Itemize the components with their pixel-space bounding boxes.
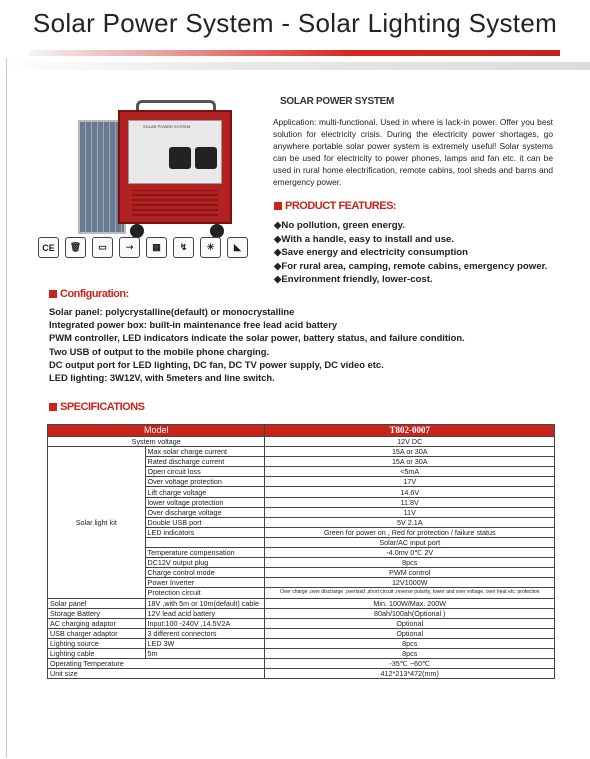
spec-value: -4.0mv 0℃ 2V: [265, 548, 555, 558]
shoe-icon: ◣: [227, 237, 248, 258]
spec-value: Solar/AC input port: [265, 537, 555, 547]
spec-value: 8pcs: [265, 638, 555, 648]
size-label: Unit size: [48, 669, 265, 679]
spec-name: Temperature compensation: [145, 548, 265, 558]
table-row: [48, 669, 555, 679]
grey-divider: [0, 62, 590, 70]
features-heading: [274, 200, 396, 212]
spec-value: 12V1000W: [265, 578, 555, 588]
spec-category: Solar panel: [48, 598, 146, 608]
system-heading: SOLAR POWER SYSTEM: [280, 96, 395, 107]
spec-name: Open circuit loss: [145, 467, 265, 477]
spec-detail: Input:100 -240V ,14.5V2A: [145, 618, 265, 628]
power-box-face: [128, 120, 222, 184]
table-row: [48, 447, 555, 457]
model-value: T802-0007: [265, 425, 555, 437]
spec-detail: 18V ,with 5m or 10m(default) cable: [145, 598, 265, 608]
feature-item: ◆ With a handle, easy to install and use.: [274, 233, 547, 247]
spec-name: Charge control mode: [145, 568, 265, 578]
size-value: 412*213*472(mm): [265, 669, 555, 679]
spec-category: USB charger adaptor: [48, 628, 146, 638]
configuration-list: [49, 305, 465, 384]
ce-icon: CE: [38, 237, 59, 258]
bulb-icon: ☀: [200, 237, 221, 258]
specifications-table: [47, 424, 555, 679]
spec-value: <5mA: [265, 467, 555, 477]
spec-value: 15A or 30A: [265, 457, 555, 467]
table-row: [48, 638, 555, 648]
spec-detail: LED 3W: [145, 638, 265, 648]
wheel-icon: [210, 224, 224, 238]
specifications-heading-text: SPECIFICATIONS: [60, 401, 145, 413]
spec-name: LED indicators: [145, 527, 265, 537]
spec-value: 11V: [265, 507, 555, 517]
system-voltage-label: System voltage: [48, 437, 265, 447]
spec-name: [145, 537, 265, 547]
certification-icons: [38, 237, 248, 258]
table-row: [48, 628, 555, 638]
features-list: [274, 219, 547, 287]
spec-value: Optional: [265, 628, 555, 638]
spec-category: Lighting cable: [48, 648, 146, 658]
features-heading-text: PRODUCT FEATURES:: [285, 200, 397, 212]
feature-item: ◆ Environment friendly, lower-cost.: [274, 273, 547, 287]
product-image: [78, 100, 268, 255]
heading-square-icon: [274, 202, 282, 210]
spec-value: Green for power on , Red for protection / failure status: [265, 527, 555, 537]
config-line: Two USB of output to the mobile phone charging.: [49, 345, 270, 357]
spec-category: AC charging adaptor: [48, 618, 146, 628]
wheel-icon: [130, 224, 144, 238]
vent-grill: [132, 190, 218, 216]
spec-value: 17V: [265, 477, 555, 487]
left-border-line: [6, 58, 7, 758]
spec-name: Power Inverter: [145, 578, 265, 588]
spec-name: Over voltage protection: [145, 477, 265, 487]
feature-item: ◆ For rural area, camping, remote cabins, emergency power.: [274, 260, 547, 274]
spec-value: 8pcs: [265, 558, 555, 568]
spec-value: Optional: [265, 618, 555, 628]
spec-name: DC12V output plug: [145, 558, 265, 568]
spec-value: 11.8V: [265, 497, 555, 507]
socket-icon: [195, 147, 217, 169]
spec-name: Max solar charge current: [145, 447, 265, 457]
model-label: Model: [48, 425, 265, 437]
spec-value: 5V 2.1A: [265, 517, 555, 527]
spec-name: Over discharge voltage: [145, 507, 265, 517]
spec-name: Rated discharge current: [145, 457, 265, 467]
spec-name: Double USB port: [145, 517, 265, 527]
spec-category: Storage Battery: [48, 608, 146, 618]
table-row: [48, 618, 555, 628]
spec-value: Over charge ,over discharge ,overload ,short circuit ,reverse polarity, lower and over voltage, over heat etc. protection: [265, 588, 555, 598]
spec-value: Min. 100W/Max. 200W: [265, 598, 555, 608]
heading-square-icon: [49, 290, 57, 298]
spec-name: Lift charge voltage: [145, 487, 265, 497]
configuration-heading-text: Configuration:: [60, 288, 129, 300]
red-divider: [30, 50, 560, 56]
table-row: [48, 659, 555, 669]
spec-value: 8pcs: [265, 648, 555, 658]
config-line: PWM controller, LED indicators indicate the solar power, battery status, and failure condition.: [49, 332, 465, 344]
usb-icon: ⇾: [119, 237, 140, 258]
kit-rows: [48, 447, 555, 598]
heading-square-icon: [49, 403, 57, 411]
page-title: Solar Power System - Solar Lighting System: [32, 8, 558, 38]
bin-icon: 🗑: [65, 237, 86, 258]
table-row: [48, 648, 555, 658]
temp-value: -35℃ ~60℃: [265, 659, 555, 669]
config-line: DC output port for LED lighting, DC fan, DC TV power supply, DC video etc.: [49, 358, 384, 370]
table-row: [48, 437, 555, 447]
system-voltage-value: 12V DC: [265, 437, 555, 447]
config-line: Integrated power box: built-in maintenance free lead acid battery: [49, 319, 338, 331]
other-rows: [48, 598, 555, 659]
kit-label: Solar light kit: [48, 447, 146, 598]
feature-item: ◆ Save energy and electricity consumption: [274, 246, 547, 260]
spec-name: Protection circuit: [145, 588, 265, 598]
application-text: Application: multi-functional. Used in where is lack-in power. Offer you best solution for electricity crisis. During the electricity power shortages, go anywhere portable solar power system is extremely useful! Solar systems can be used for electricity to power phones, lamps and fan etc. it can be used in rural home electrification, remote cabins, tool sheds and barns and emergency power.: [273, 117, 553, 187]
spec-value: PWM control: [265, 568, 555, 578]
config-line: LED lighting: 3W12V, with 5meters and line switch.: [49, 372, 275, 384]
temp-label: Operating Temperature: [48, 659, 265, 669]
socket-icon: [169, 147, 191, 169]
spec-detail: 3 different connectors: [145, 628, 265, 638]
configuration-heading: [49, 288, 129, 300]
spec-value: 80ah/100ah(Optional ): [265, 608, 555, 618]
spec-value: 14.6V: [265, 487, 555, 497]
power-box-image: [118, 110, 232, 224]
panel-icon: ▦: [146, 237, 167, 258]
table-row: [48, 608, 555, 618]
battery-icon: ▭: [92, 237, 113, 258]
bolt-icon: ↯: [173, 237, 194, 258]
spec-value: 15A or 30A: [265, 447, 555, 457]
config-line: Solar panel: polycrystalline(default) or monocrystalline: [49, 306, 295, 317]
spec-name: lower voltage protection: [145, 497, 265, 507]
table-row: [48, 598, 555, 608]
table-header-row: [48, 425, 555, 437]
spec-category: Lighting source: [48, 638, 146, 648]
specifications-heading: [49, 401, 144, 413]
spec-detail: 12V lead acid battery: [145, 608, 265, 618]
feature-item: ◆ No pollution, green energy.: [274, 219, 547, 233]
power-box-label: SOLAR POWER SYSTEM: [143, 124, 191, 129]
spec-detail: 5m: [145, 648, 265, 658]
